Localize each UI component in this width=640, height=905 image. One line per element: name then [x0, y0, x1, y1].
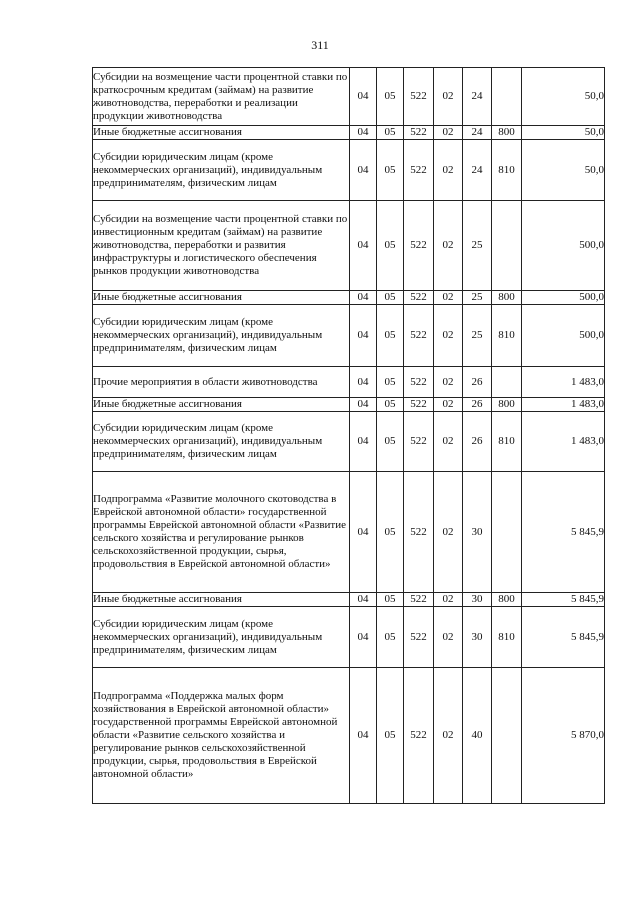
amount: 1 483,0 [522, 412, 605, 472]
item-name: Иные бюджетные ассигнования [93, 398, 350, 412]
page-number: 311 [311, 38, 329, 52]
item-name: Иные бюджетные ассигнования [93, 593, 350, 607]
subsection-code: 05 [377, 140, 404, 201]
amount: 50,0 [522, 126, 605, 140]
target-article-item: 25 [463, 201, 492, 291]
target-article-item: 24 [463, 126, 492, 140]
target-article-item: 26 [463, 412, 492, 472]
expense-type-code: 810 [492, 412, 522, 472]
target-article-item: 26 [463, 398, 492, 412]
target-article-item: 30 [463, 593, 492, 607]
section-code: 04 [350, 398, 377, 412]
target-article-subcode: 02 [434, 412, 463, 472]
section-code: 04 [350, 367, 377, 398]
item-name: Субсидии на возмещение части процентной ставки по краткосрочным кредитам (займам) на развитие животноводства, переработки и реализации продукции животноводства [93, 68, 350, 126]
target-article-code: 522 [404, 126, 434, 140]
expense-type-code: 810 [492, 607, 522, 668]
target-article-subcode: 02 [434, 140, 463, 201]
expense-type-code [492, 472, 522, 593]
target-article-code: 522 [404, 472, 434, 593]
section-code: 04 [350, 607, 377, 668]
section-code: 04 [350, 412, 377, 472]
section-code: 04 [350, 593, 377, 607]
target-article-code: 522 [404, 291, 434, 305]
target-article-subcode: 02 [434, 305, 463, 367]
target-article-item: 40 [463, 668, 492, 804]
item-name: Субсидии юридическим лицам (кроме некоммерческих организаций), индивидуальным предпринимателям, физическим лицам [93, 412, 350, 472]
section-code: 04 [350, 472, 377, 593]
table-row [93, 140, 605, 201]
amount: 5 845,9 [522, 472, 605, 593]
target-article-subcode: 02 [434, 668, 463, 804]
table-row [93, 607, 605, 668]
target-article-subcode: 02 [434, 398, 463, 412]
subsection-code: 05 [377, 412, 404, 472]
amount: 500,0 [522, 305, 605, 367]
subsection-code: 05 [377, 68, 404, 126]
amount: 500,0 [522, 201, 605, 291]
table-row [93, 398, 605, 412]
item-name: Иные бюджетные ассигнования [93, 291, 350, 305]
target-article-item: 30 [463, 472, 492, 593]
expense-type-code [492, 201, 522, 291]
target-article-subcode: 02 [434, 593, 463, 607]
amount: 50,0 [522, 140, 605, 201]
table-row [93, 291, 605, 305]
item-name: Субсидии юридическим лицам (кроме некоммерческих организаций), индивидуальным предпринимателям, физическим лицам [93, 607, 350, 668]
section-code: 04 [350, 291, 377, 305]
amount: 1 483,0 [522, 367, 605, 398]
target-article-code: 522 [404, 367, 434, 398]
amount: 50,0 [522, 68, 605, 126]
table-row [93, 68, 605, 126]
item-name: Прочие мероприятия в области животноводства [93, 367, 350, 398]
section-code: 04 [350, 668, 377, 804]
target-article-subcode: 02 [434, 201, 463, 291]
budget-table [92, 67, 605, 804]
target-article-subcode: 02 [434, 607, 463, 668]
amount: 5 870,0 [522, 668, 605, 804]
table-row [93, 668, 605, 804]
target-article-code: 522 [404, 68, 434, 126]
target-article-subcode: 02 [434, 472, 463, 593]
amount: 1 483,0 [522, 398, 605, 412]
target-article-item: 25 [463, 291, 492, 305]
subsection-code: 05 [377, 398, 404, 412]
subsection-code: 05 [377, 607, 404, 668]
target-article-subcode: 02 [434, 68, 463, 126]
expense-type-code: 800 [492, 126, 522, 140]
target-article-code: 522 [404, 607, 434, 668]
expense-type-code: 810 [492, 305, 522, 367]
section-code: 04 [350, 305, 377, 367]
subsection-code: 05 [377, 291, 404, 305]
subsection-code: 05 [377, 201, 404, 291]
target-article-code: 522 [404, 412, 434, 472]
subsection-code: 05 [377, 668, 404, 804]
amount: 500,0 [522, 291, 605, 305]
subsection-code: 05 [377, 367, 404, 398]
expense-type-code: 800 [492, 291, 522, 305]
table-row [93, 593, 605, 607]
item-name: Субсидии юридическим лицам (кроме некоммерческих организаций), индивидуальным предпринимателям, физическим лицам [93, 305, 350, 367]
target-article-item: 25 [463, 305, 492, 367]
table-row [93, 305, 605, 367]
target-article-code: 522 [404, 140, 434, 201]
target-article-item: 30 [463, 607, 492, 668]
expense-type-code [492, 68, 522, 126]
item-name: Подпрограмма «Поддержка малых форм хозяйствования в Еврейской автономной области» государственной программы Еврейской автономной области «Развитие сельского хозяйства и регулирование рынков сельскохозяйственной продукции, сырья, продовольствия в Еврейской автономной области» [93, 668, 350, 804]
target-article-code: 522 [404, 398, 434, 412]
subsection-code: 05 [377, 593, 404, 607]
table-row [93, 412, 605, 472]
target-article-subcode: 02 [434, 291, 463, 305]
target-article-item: 24 [463, 140, 492, 201]
item-name: Субсидии на возмещение части процентной ставки по инвестиционным кредитам (займам) на развитие животноводства, переработки и развития инфраструктуры и логистического обеспечения рынков продукции животноводства [93, 201, 350, 291]
expense-type-code: 800 [492, 593, 522, 607]
item-name: Иные бюджетные ассигнования [93, 126, 350, 140]
table-row [93, 367, 605, 398]
target-article-item: 26 [463, 367, 492, 398]
table-row [93, 472, 605, 593]
expense-type-code: 810 [492, 140, 522, 201]
table-row [93, 126, 605, 140]
expense-type-code [492, 367, 522, 398]
item-name: Подпрограмма «Развитие молочного скотоводства в Еврейской автономной области» государственной программы Еврейской автономной области «Развитие сельского хозяйства и регулирование рынков сельскохозяйственной продукции, сырья, продовольствия в Еврейской автономной области» [93, 472, 350, 593]
target-article-subcode: 02 [434, 367, 463, 398]
target-article-code: 522 [404, 668, 434, 804]
item-name: Субсидии юридическим лицам (кроме некоммерческих организаций), индивидуальным предпринимателям, физическим лицам [93, 140, 350, 201]
subsection-code: 05 [377, 305, 404, 367]
amount: 5 845,9 [522, 607, 605, 668]
subsection-code: 05 [377, 472, 404, 593]
section-code: 04 [350, 201, 377, 291]
target-article-subcode: 02 [434, 126, 463, 140]
target-article-code: 522 [404, 593, 434, 607]
expense-type-code [492, 668, 522, 804]
section-code: 04 [350, 140, 377, 201]
target-article-code: 522 [404, 201, 434, 291]
subsection-code: 05 [377, 126, 404, 140]
section-code: 04 [350, 126, 377, 140]
amount: 5 845,9 [522, 593, 605, 607]
target-article-code: 522 [404, 305, 434, 367]
section-code: 04 [350, 68, 377, 126]
target-article-item: 24 [463, 68, 492, 126]
expense-type-code: 800 [492, 398, 522, 412]
table-row [93, 201, 605, 291]
